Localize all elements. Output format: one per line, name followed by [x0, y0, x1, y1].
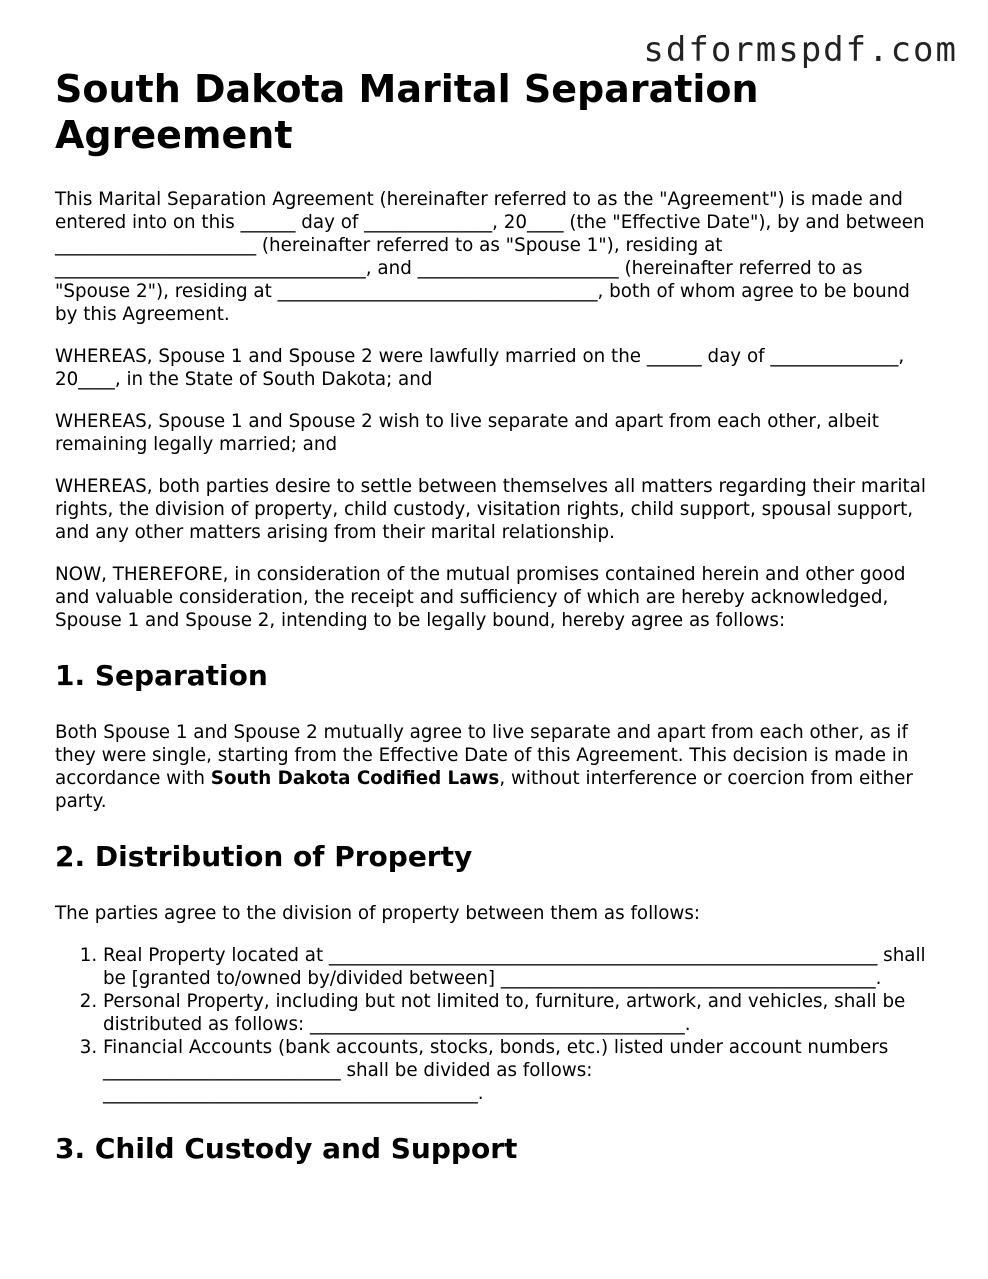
separation-text-end: , without interference or coercion from either party. [55, 768, 913, 812]
section-heading-child-custody: 3. Child Custody and Support [55, 1132, 518, 1165]
section-heading-separation: 1. Separation [55, 659, 268, 692]
property-item-personal: 2. Personal Property, including but not limited to, furniture, artwork, and vehicles, shall be distributed as follows: _________________________________________. [103, 990, 935, 1036]
document-page [55, 66, 935, 1194]
intro-paragraph: This Marital Separation Agreement (hereinafter referred to as the "Agreement") is made and entered into on this ______ day of ______________, 20____ (the "Effective Date"), by and between ______________________ (hereinafter referred to as "Spouse 1"), residing at __________________________________, and ______________________ (hereinafter referred to as "Spouse 2"), residing at ___________________________________, both of whom agree to be bound by this Agreement. [55, 189, 925, 325]
page-title: South Dakota Marital Separation Agreement [55, 67, 759, 157]
property-item-real: 1. Real Property located at ____________________________________________________________ shall be [granted to/owned by/divided between] _________________________________________. [103, 944, 935, 990]
whereas-clause-3: WHEREAS, both parties desire to settle between themselves all matters regarding their marital rights, the division of property, child custody, visitation rights, child support, spousal support, and any other matters arising from their marital relationship. [55, 476, 926, 543]
property-intro: The parties agree to the division of property between them as follows: [55, 903, 701, 924]
property-item-financial: 3. Financial Accounts (bank accounts, stocks, bonds, etc.) listed under account numbers __________________________ shall be divided as follows: _________________________________________. [103, 1036, 935, 1105]
site-watermark: sdformspdf.com [643, 30, 958, 70]
whereas-clause-1: WHEREAS, Spouse 1 and Spouse 2 were lawfully married on the ______ day of ______________, 20____, in the State of South Dakota; and [55, 346, 905, 390]
separation-paragraph [55, 721, 935, 813]
section-heading-property: 2. Distribution of Property [55, 840, 473, 873]
whereas-clause-2: WHEREAS, Spouse 1 and Spouse 2 wish to live separate and apart from each other, albeit remaining legally married; and [55, 411, 879, 455]
property-list [55, 944, 935, 1105]
now-therefore-paragraph: NOW, THEREFORE, in consideration of the mutual promises contained herein and other good and valuable consideration, the receipt and sufficiency of which are hereby acknowledged, Spouse 1 and Spouse 2, intending to be legally bound, hereby agree as follows: [55, 564, 906, 631]
separation-text-start: Both Spouse 1 and Spouse 2 mutually agree to live separate and apart from each other, as if they were single, starting from the Effective Date of this Agreement. This decision is made in accordance with [55, 722, 909, 789]
south-dakota-codified-laws: South Dakota Codified Laws [210, 768, 500, 789]
